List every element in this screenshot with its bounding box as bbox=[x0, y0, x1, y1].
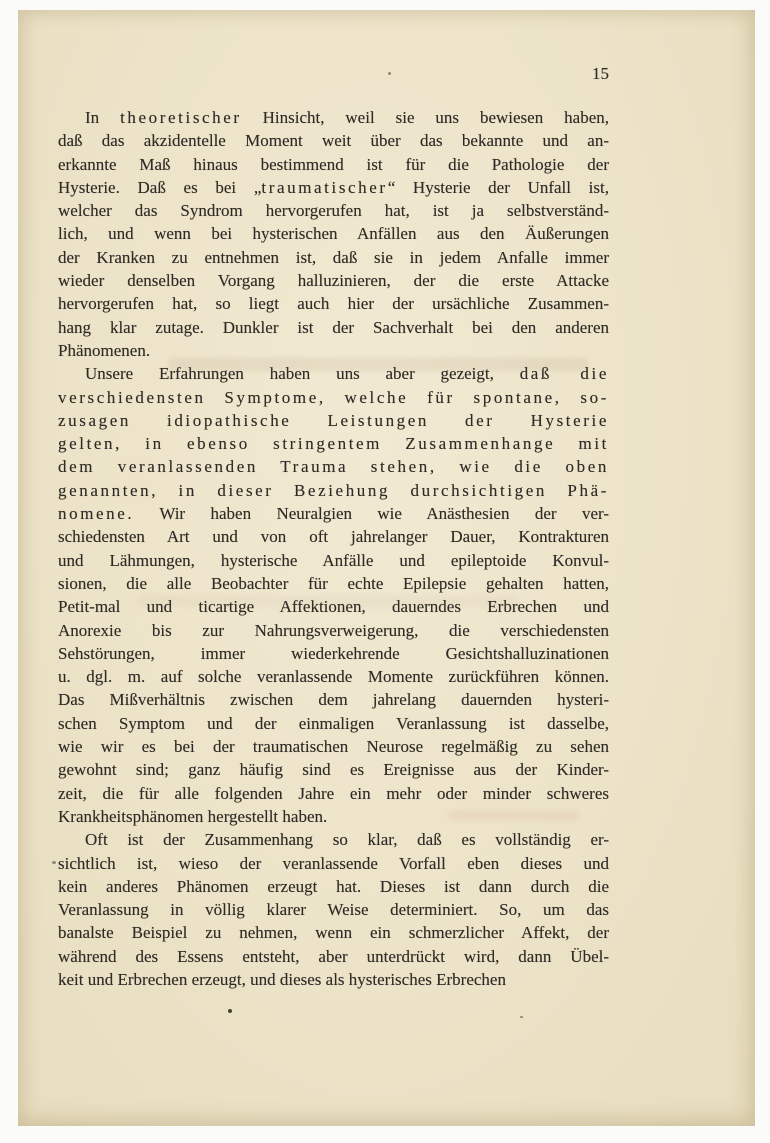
text-segment: Das Mißverhältnis zwischen dem jahrelang dauernden hysteri- bbox=[58, 690, 609, 710]
paragraph-2 bbox=[58, 362, 609, 828]
letterspaced-text-segment: verschiedensten Symptome, welche für spontane, so- bbox=[58, 387, 609, 407]
paragraph-1 bbox=[58, 106, 609, 362]
text-line bbox=[58, 153, 609, 176]
text-line bbox=[58, 595, 609, 618]
text-line bbox=[58, 735, 609, 758]
letterspaced-text-segment: daß die bbox=[519, 364, 609, 384]
text-line bbox=[58, 222, 609, 245]
text-line bbox=[58, 246, 609, 269]
ink-speck-artifact bbox=[520, 1016, 523, 1018]
text-line bbox=[58, 828, 609, 851]
text-segment: daß das akzidentelle Moment weit über das bekannte und an- bbox=[58, 131, 609, 151]
text-line bbox=[58, 339, 609, 362]
letterspaced-text-segment: dem veranlassenden Trauma stehen, wie die oben bbox=[58, 457, 609, 477]
text-line bbox=[58, 852, 609, 875]
text-segment: hang klar zutage. Dunkler ist der Sachverhalt bei den anderen bbox=[58, 317, 609, 337]
text-line bbox=[58, 642, 609, 665]
text-line bbox=[58, 106, 609, 129]
letterspaced-text-segment: gelten, in ebenso stringentem Zusammenhange mit bbox=[58, 434, 609, 454]
text-segment: schiedensten Art und von oft jahrelanger Dauer, Kontrakturen bbox=[58, 527, 609, 547]
text-segment: “ Hysterie der Unfall ist, bbox=[387, 177, 609, 197]
text-segment: erkannte Maß hinaus bestimmend ist für die Pathologie der bbox=[58, 154, 609, 174]
text-line bbox=[58, 665, 609, 688]
ink-speck-artifact bbox=[388, 72, 391, 75]
text-segment: Hysterie. Daß es bei „ bbox=[58, 177, 262, 197]
text-segment: In bbox=[85, 108, 121, 127]
letterspaced-text-segment: zusagen idiopathische Leistungen der Hysterie bbox=[58, 410, 609, 430]
page-scan bbox=[18, 10, 755, 1126]
text-segment: gewohnt sind; ganz häufig sind es Ereignisse aus der Kinder- bbox=[58, 760, 609, 780]
text-block bbox=[58, 106, 609, 991]
text-segment: während des Essens entsteht, aber unterdrückt wird, dann Übel- bbox=[58, 946, 609, 966]
text-line bbox=[58, 129, 609, 152]
text-line bbox=[58, 292, 609, 315]
text-segment: kein anderes Phänomen erzeugt hat. Dieses ist dann durch die bbox=[58, 876, 609, 896]
text-segment: sichtlich ist, wieso der veranlassende Vorfall eben dieses und bbox=[58, 853, 609, 873]
text-segment: banalste Beispiel zu nehmen, wenn ein schmerzlicher Affekt, der bbox=[58, 923, 609, 943]
text-line bbox=[58, 758, 609, 781]
ink-speck-artifact bbox=[52, 861, 56, 864]
text-segment: Phänomenen. bbox=[58, 340, 151, 360]
text-line bbox=[58, 968, 609, 991]
text-line bbox=[58, 712, 609, 735]
text-segment: Veranlassung in völlig klarer Weise determiniert. So, um das bbox=[58, 900, 609, 920]
text-segment: sionen, die alle Beobachter für echte Epilepsie gehalten hatten, bbox=[58, 573, 609, 593]
text-line bbox=[58, 479, 609, 502]
text-line bbox=[58, 362, 609, 385]
text-segment: Krankheitsphänomen hergestellt haben. bbox=[58, 806, 328, 826]
text-line bbox=[58, 386, 609, 409]
letterspaced-text-segment: traumatischer bbox=[261, 177, 388, 197]
text-line bbox=[58, 316, 609, 339]
paragraph-3 bbox=[58, 828, 609, 991]
text-segment: Unsere Erfahrungen haben uns aber gezeigt, bbox=[85, 364, 520, 384]
text-line bbox=[58, 549, 609, 572]
text-line bbox=[58, 525, 609, 548]
text-segment: welcher das Syndrom hervorgerufen hat, ist ja selbstverständ- bbox=[58, 201, 609, 221]
text-line bbox=[58, 898, 609, 921]
text-line bbox=[58, 409, 609, 432]
text-segment: Oft ist der Zusammenhang so klar, daß es vollständig er- bbox=[85, 830, 609, 850]
text-line bbox=[58, 502, 609, 525]
text-segment: Hinsicht, weil sie uns bewiesen haben, bbox=[241, 108, 609, 127]
page-number: 15 bbox=[592, 64, 609, 83]
text-segment: schen Symptom und der einmaligen Veranlassung ist dasselbe, bbox=[58, 713, 609, 733]
text-line bbox=[58, 269, 609, 292]
text-line bbox=[58, 572, 609, 595]
text-line bbox=[58, 455, 609, 478]
text-segment: Petit-mal und ticartige Affektionen, dauerndes Erbrechen und bbox=[58, 597, 609, 617]
letterspaced-text-segment: nomene. bbox=[58, 504, 135, 524]
text-line bbox=[58, 921, 609, 944]
text-segment: lich, und wenn bei hysterischen Anfällen aus den Äußerungen bbox=[58, 224, 609, 244]
text-line bbox=[58, 782, 609, 805]
text-line bbox=[58, 805, 609, 828]
text-segment: wie wir es bei der traumatischen Neurose regelmäßig zu sehen bbox=[58, 737, 609, 757]
text-segment: der Kranken zu entnehmen ist, daß sie in jedem Anfalle immer bbox=[58, 247, 609, 267]
text-line bbox=[58, 432, 609, 455]
text-segment: Anorexie bis zur Nahrungsverweigerung, die verschiedensten bbox=[58, 620, 609, 640]
text-segment: zeit, die für alle folgenden Jahre ein mehr oder minder schweres bbox=[58, 783, 609, 803]
text-segment: keit und Erbrechen erzeugt, und dieses als hysterisches Erbrechen bbox=[58, 969, 506, 989]
text-line bbox=[58, 688, 609, 711]
text-segment: hervorgerufen hat, so liegt auch hier der ursächliche Zusammen- bbox=[58, 294, 609, 314]
text-line bbox=[58, 619, 609, 642]
letterspaced-text-segment: theoretischer bbox=[120, 108, 242, 127]
text-line bbox=[58, 875, 609, 898]
text-line bbox=[58, 945, 609, 968]
letterspaced-text-segment: genannten, in dieser Beziehung durchsichtigen Phä- bbox=[58, 480, 609, 500]
text-line bbox=[58, 199, 609, 222]
text-segment: wieder denselben Vorgang halluzinieren, der die erste Attacke bbox=[58, 271, 609, 291]
text-segment: u. dgl. m. auf solche veranlassende Momente zurückführen können. bbox=[58, 667, 609, 687]
text-segment: Wir haben Neuralgien wie Anästhesien der ver- bbox=[134, 504, 609, 524]
text-segment: Sehstörungen, immer wiederkehrende Gesichtshalluzinationen bbox=[58, 643, 609, 663]
text-segment: und Lähmungen, hysterische Anfälle und epileptoide Konvul- bbox=[58, 550, 609, 570]
text-line bbox=[58, 176, 609, 199]
ink-dot-artifact bbox=[228, 1009, 232, 1013]
